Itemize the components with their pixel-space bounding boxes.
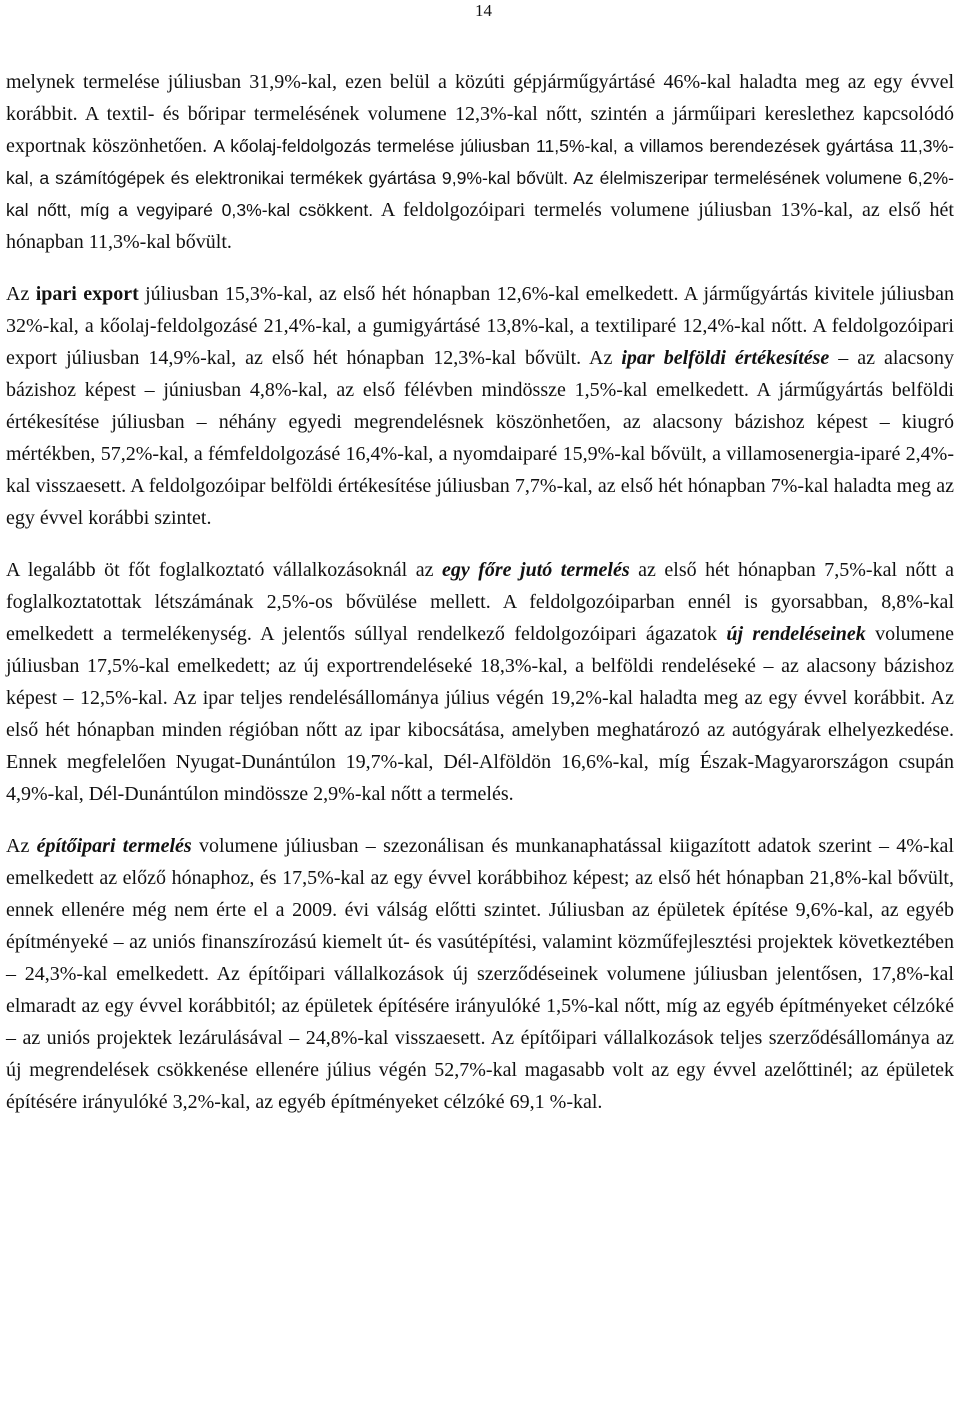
paragraph-text: melynek termelése júliusban 31,9%-kal, ezen belül a közúti gépjárműgyártásé 46%-kal haladta meg az egy évvel korábbit. A textil- és bőripar termelésének volumene 12,3%-kal nőtt, szintén a járműipari kereslethez kapcsolódó exportnak köszönhetően.: [6, 71, 954, 157]
paragraph-text: Az: [6, 835, 37, 857]
paragraph-text: júliusban 15,3%-kal, az első hét hónapban 12,6%-kal emelkedett. A járműgyártás kivitele júliusban 32%-kal, a kőolaj-feldolgozásé 21,4%-kal, a gumigyártásé 13,8%-kal, a textiliparé 12,4%-kal nőtt. A feldolgozóipari export júliusban 14,9%-kal, az első hét hónapban 12,3%-kal bővült. Az: [6, 283, 954, 369]
paragraph-text: A feldolgozóipari termelés volumene júliusban 13%-kal, az első hét hónapban 11,3%-kal bővült.: [6, 199, 954, 253]
emphasis-uj-rendeleseinek: új rendeléseinek: [726, 623, 866, 645]
emphasis-egy-fore-juto-termeles: egy főre jutó termelés: [441, 559, 630, 581]
paragraph-text: Az: [6, 283, 36, 305]
paragraph-text-sans: A kőolaj-feldolgozás termelése júliusban 11,5%-kal, a villamos berendezések gyártása 11,3%-kal, a számítógépek és elektronikai termékek gyártása 9,9%-kal bővült. Az élelmiszeripar termelésének volumene 6,2%-kal nőtt, míg a vegyiparé 0,3%-kal csökkent.: [6, 136, 954, 220]
document-body: [6, 66, 954, 1138]
paragraph-text: A legalább öt főt foglalkoztató vállalkozásoknál az: [6, 559, 442, 581]
paragraph-construction: [6, 830, 954, 1118]
emphasis-epitoipari-termeles: építőipari termelés: [36, 835, 192, 857]
page-number: 14: [475, 1, 492, 20]
paragraph-industry-export: [6, 278, 954, 534]
paragraph-industry-production: [6, 66, 954, 258]
paragraph-productivity-orders: [6, 554, 954, 810]
emphasis-ipar-belfoldi-ertekesitese: ipar belföldi értékesítése: [621, 347, 830, 369]
paragraph-text: az első hét hónapban 7,5%-kal nőtt a foglalkoztatottak létszámának 2,5%-os bővülése mellett. A feldolgozóiparban ennél is gyorsabban, 8,8%-kal emelkedett a termelékenység. A jelentős súllyal rendelkező feldolgozóipari ágazatok: [6, 559, 954, 645]
paragraph-text: volumene júliusban – szezonálisan és munkanaphatással kiigazított adatok szerint – 4%-kal emelkedett az előző hónaphoz, és 17,5%-kal az egy évvel korábbihoz képest; az első hét hónapban 21,8%-kal bővült, ennek ellenére még nem érte el a 2009. évi válság előtti szintet. Júliusban az épületek építése 9,6%-kal, az egyéb építményeké – az uniós finanszírozású kiemelt út- és vasútépítési, valamint közműfejlesztési projektek következtében – 24,3%-kal emelkedett. Az építőipari vállalkozások új szerződéseinek volumene júliusban jelentősen, 17,8%-kal elmaradt az egy évvel korábbitól; az épületek építésére irányulóké 1,5%-kal nőtt, míg az egyéb építményeket célzóké – az uniós projektek lezárulásával – 24,8%-kal visszaesett. Az építőipari vállalkozások teljes szerződésállománya az új megrendelések csökkenése ellenére július végén 52,7%-kal magasabb volt az egy évvel azelőttinél; az épületek építésére irányulóké 3,2%-kal, az egyéb építményeket célzóké 69,1 %-kal.: [6, 835, 954, 1113]
emphasis-ipari-export: ipari export: [35, 283, 139, 305]
paragraph-text: volumene júliusban 17,5%-kal emelkedett; az új exportrendeléseké 18,3%-kal, a belföldi rendeléseké – az alacsony bázishoz képest – 12,5%-kal. Az ipar teljes rendelésállománya július végén 19,2%-kal haladta meg az egy évvel korábbit. Az első hét hónapban minden régióban nőtt az ipar kibocsátása, amelyben meghatározó az autógyárak elhelyezkedése. Ennek megfelelően Nyugat-Dunántúlon 19,7%-kal, Dél-Alföldön 16,6%-kal, míg Észak-Magyarországon csupán 4,9%-kal, Dél-Dunántúlon mindössze 2,9%-kal nőtt a termelés.: [6, 623, 954, 805]
paragraph-text: – az alacsony bázishoz képest – júniusban 4,8%-kal, az első félévben mindössze 1,5%-kal emelkedett. A járműgyártás belföldi értékesítése júliusban – néhány egyedi megrendelésnek köszönhetően, az alacsony bázishoz képest – kiugró mértékben, 57,2%-kal, a fémfeldolgozásé 16,4%-kal, a nyomdaiparé 15,9%-kal bővült, a villamosenergia-iparé 2,4%-kal visszaesett. A feldolgozóipar belföldi értékesítése júliusban 7,7%-kal, az első hét hónapban 7%-kal haladta meg az egy évvel korábbi szintet.: [6, 347, 954, 529]
